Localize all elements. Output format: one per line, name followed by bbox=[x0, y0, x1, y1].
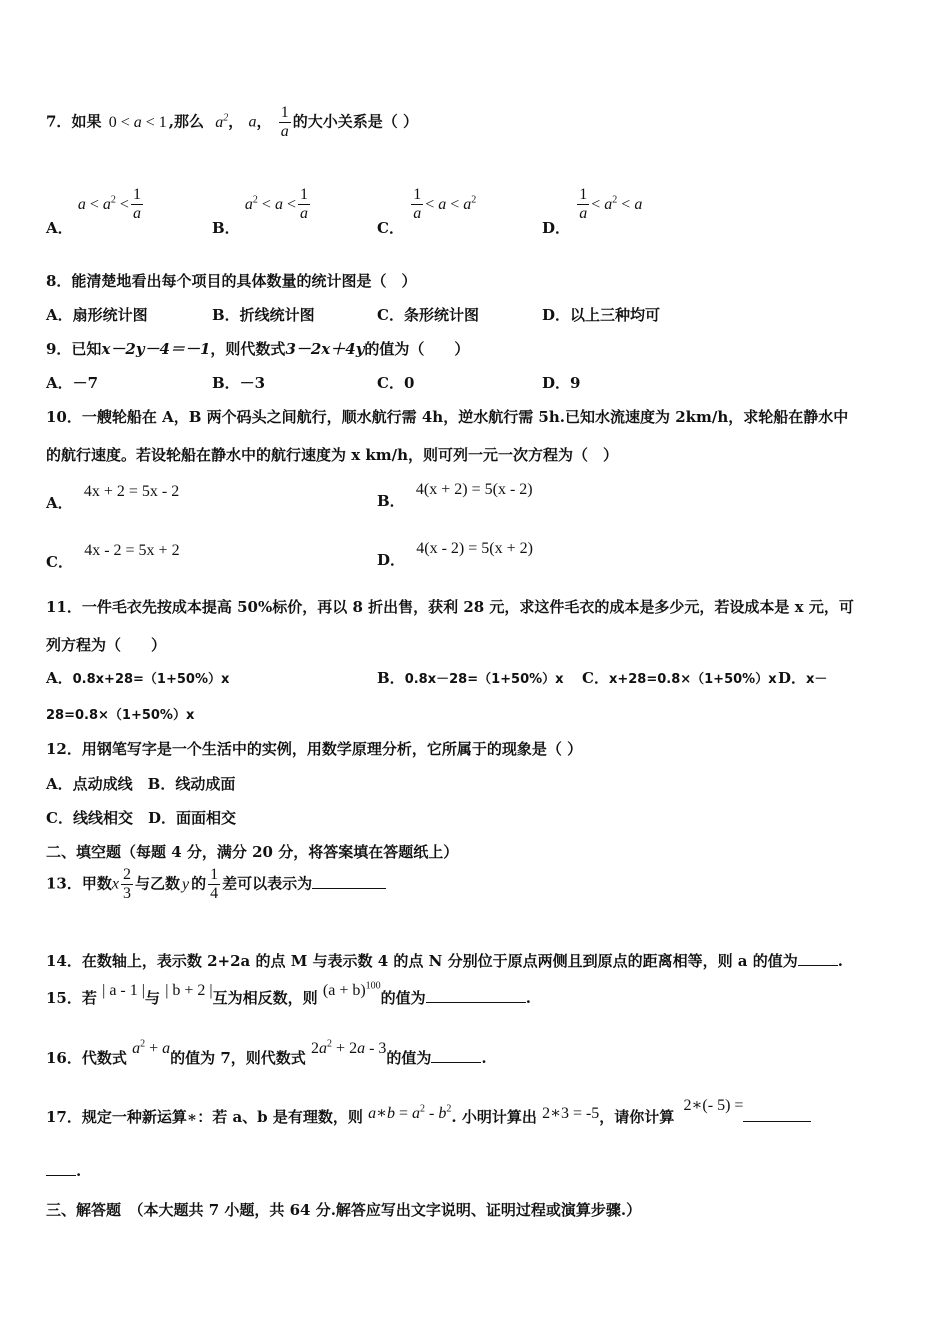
condition-math: 0 < a < 1 bbox=[108, 113, 167, 131]
question-17: 17．规定一种新运算∗：若 a、b 是有理数，则 a∗b = $a^2 - b^2$. 小明计算出 2∗3 = -5，请你计算 2∗(- 5) = bbox=[46, 1106, 811, 1127]
q12-options-cd[interactable]: C．线线相交 D．面面相交 bbox=[46, 809, 236, 827]
q9-option-c[interactable]: C．0 bbox=[377, 374, 415, 392]
fraction-1-over-a: $\frac{1}{a}$ bbox=[280, 104, 289, 140]
question-15: 15．若 | a - 1 |与 | b + 2 |互为相反数，则 $(a + b)^{100}$的值为 . bbox=[46, 980, 531, 1007]
answer-blank[interactable] bbox=[312, 888, 386, 889]
q11-option-b[interactable]: B．0.8x－28=（1+50%）x bbox=[377, 669, 564, 687]
q8-option-d[interactable]: D．以上三种均可 bbox=[542, 306, 661, 324]
q7-option-a[interactable]: A． $a < a^2$ < $\frac{1}{a}$ bbox=[46, 186, 141, 237]
q11-option-d[interactable]: D．x－ bbox=[778, 669, 828, 687]
q7-option-c[interactable]: C． $\frac{1}{a}$ < $a < a^2$ bbox=[377, 186, 477, 237]
q10-option-b[interactable]: B． 4(x + 2) = 5(x - 2) bbox=[377, 481, 533, 510]
question-10-line-2: 的航行速度。若设轮船在静水中的航行速度为 x km/h，则可列一元一次方程为（ ） bbox=[46, 446, 619, 464]
q9-option-d[interactable]: D．9 bbox=[542, 374, 581, 392]
q8-option-a[interactable]: A．扇形统计图 bbox=[46, 306, 148, 324]
question-11-line-1: 11．一件毛衣先按成本提高 50%标价，再以 8 折出售，获利 28 元，求这件毛衣的成本是多少元，若设成本是 x 元，可 bbox=[46, 598, 854, 616]
q7-option-d[interactable]: D． $\frac{1}{a}$ < $a^2 < a$ bbox=[542, 186, 643, 237]
question-17-continued: . bbox=[46, 1162, 81, 1180]
question-13: 13．甲数x $\frac{2}{3}$ 与乙数 y 的 $\frac{1}{4}$ 差可以表示为 bbox=[46, 866, 386, 903]
section-3-heading: 三、解答题 （本大题共 7 小题，共 64 分.解答应写出文字说明、证明过程或演算步骤.） bbox=[46, 1201, 642, 1219]
question-12: 12．用钢笔写字是一个生活中的实例，用数学原理分析，它所属于的现象是（ ） bbox=[46, 740, 583, 758]
answer-blank[interactable] bbox=[743, 1121, 811, 1122]
question-10-line-1: 10．一艘轮船在 A，B 两个码头之间航行，顺水航行需 4h，逆水航行需 5h.已知水流速度为 2km/h，求轮船在静水中 bbox=[46, 408, 849, 426]
question-11-line-2: 列方程为（ ） bbox=[46, 636, 167, 654]
section-2-heading: 二、填空题（每题 4 分，满分 20 分，将答案填在答题纸上） bbox=[46, 843, 459, 861]
q8-option-c[interactable]: C．条形统计图 bbox=[377, 306, 479, 324]
question-9: 9．已知x－2y－4＝－1，则代数式3－2x＋4y的值为（ ） bbox=[46, 340, 470, 358]
q11-option-a[interactable]: A．0.8x+28=（1+50%）x bbox=[46, 669, 230, 687]
q11-option-c[interactable]: C．x+28=0.8×（1+50%）x bbox=[582, 669, 777, 687]
answer-blank-continued[interactable] bbox=[46, 1175, 76, 1176]
question-14: 14．在数轴上，表示数 2+2a 的点 M 与表示数 4 的点 N 分别位于原点两侧且到原点的距离相等，则 a 的值为 . bbox=[46, 952, 843, 970]
q12-options-ab[interactable]: A．点动成线 B．线动成面 bbox=[46, 775, 236, 793]
question-16: 16．代数式 $a^2 + a$的值为 7，则代数式 $2a^2 + 2a - 3$的值为 . bbox=[46, 1038, 487, 1067]
q9-option-b[interactable]: B．－3 bbox=[212, 374, 266, 392]
answer-blank[interactable] bbox=[431, 1062, 481, 1063]
q9-option-a[interactable]: A．－7 bbox=[46, 374, 99, 392]
answer-blank[interactable] bbox=[426, 1002, 526, 1003]
question-8: 8．能清楚地看出每个项目的具体数量的统计图是（ ） bbox=[46, 272, 417, 290]
q11-option-d-continued: 28=0.8×（1+50%）x bbox=[46, 708, 195, 723]
question-7: 7．如果 0 < a < 1 ,那么 $a^2$， a， $\frac{1}{a}$ 的大小关系是（ ） bbox=[46, 104, 418, 140]
answer-blank[interactable] bbox=[798, 965, 838, 966]
q8-option-b[interactable]: B．折线统计图 bbox=[212, 306, 315, 324]
q7-option-b[interactable]: B． $a^2 < a$ < $\frac{1}{a}$ bbox=[212, 186, 308, 237]
q10-option-d[interactable]: D． 4(x - 2) = 5(x + 2) bbox=[377, 540, 533, 569]
q10-option-c[interactable]: C． 4x - 2 = 5x + 2 bbox=[46, 542, 180, 571]
q10-option-a[interactable]: A． 4x + 2 = 5x - 2 bbox=[46, 483, 180, 512]
